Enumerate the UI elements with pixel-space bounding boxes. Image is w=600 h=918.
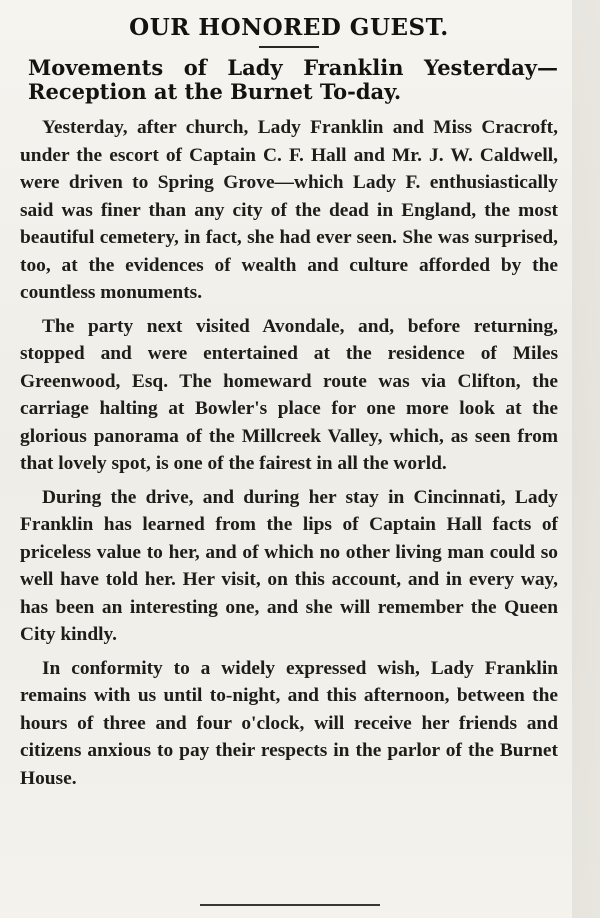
paragraph-4: In conformity to a widely expressed wish, Lady Franklin remains with us until to-night, and this afternoon, between the hours of three and four o'clock, will receive her friends and citizens anxious to pay their respects in the parlor of the Burnet House. (20, 657, 558, 789)
title-rule (259, 46, 319, 48)
paragraph-1: Yesterday, after church, Lady Franklin and Miss Cracroft, under the escort of Captain C. F. Hall and Mr. J. W. Caldwell, were driven to Spring Grove—which Lady F. enthusiastically said was finer than any city of the dead in England, the most beautiful cemetery, in fact, she had ever seen. She was surprised, too, at the evidences of wealth and culture afforded by the countless monuments. (20, 117, 558, 303)
adjacent-column-bleed (572, 0, 600, 918)
paragraph-2: The party next visited Avondale, and, before returning, stopped and were entertained at the residence of Miles Greenwood, Esq. The homeward route was via Clifton, the carriage halting at Bowler's place for one more look at the glorious panorama of the Millcreek Valley, which, as seen from that lovely spot, is one of the fairest in all the world. (20, 315, 558, 474)
bottom-rule (200, 904, 380, 906)
article-column (20, 0, 558, 796)
article-title: OUR HONORED GUEST. (129, 14, 449, 41)
paragraph-3: During the drive, and during her stay in Cincinnati, Lady Franklin has learned from the lips of Captain Hall facts of priceless value to her, and of which no other living man could so well have told her. Her visit, on this account, and in every way, has been an interesting one, and she will remember the Queen City kindly. (20, 486, 558, 645)
article-headline: Movements of Lady Franklin Yesterday—Reception at the Burnet To-day. (28, 55, 558, 104)
